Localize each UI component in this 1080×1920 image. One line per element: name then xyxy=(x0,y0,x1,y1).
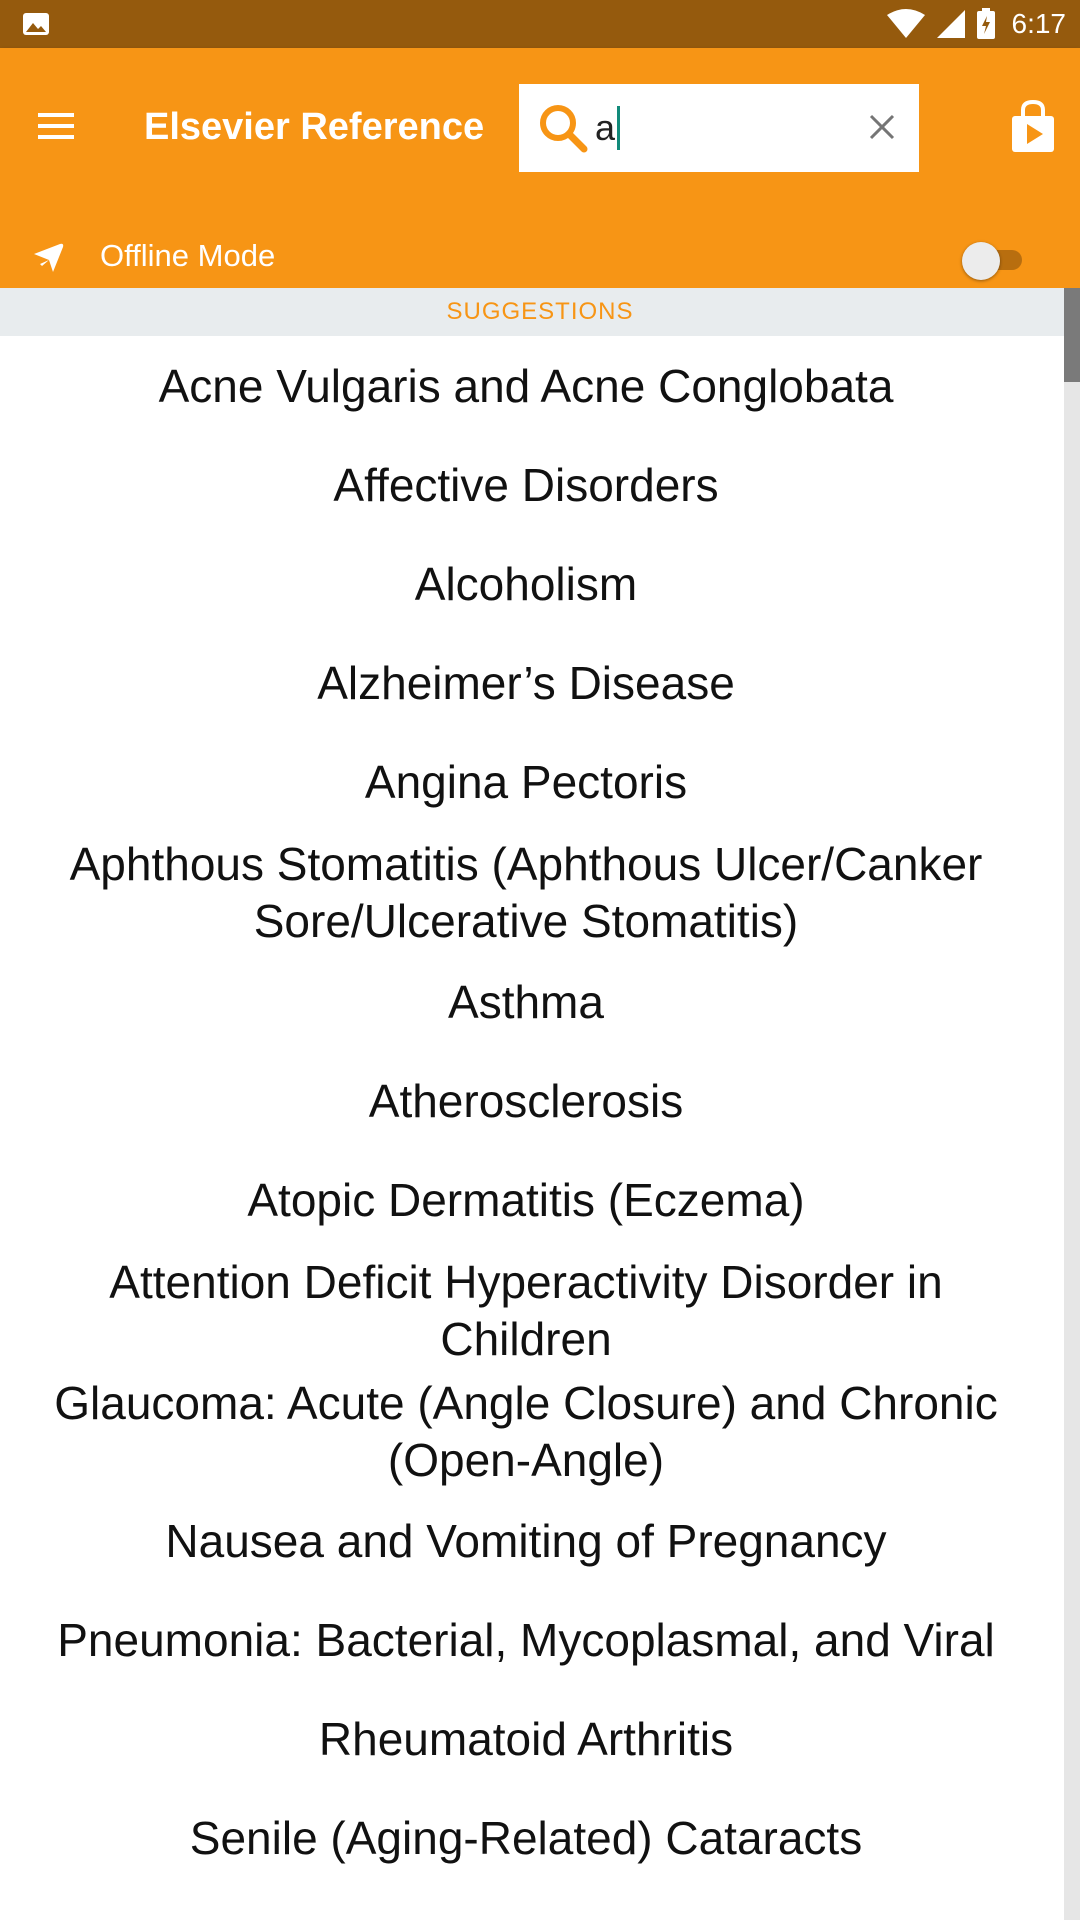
suggestion-item[interactable]: Acne Vulgaris and Acne Conglobata xyxy=(158,360,894,412)
suggestion-item[interactable]: Attention Deficit Hyperactivity Disorder in Children xyxy=(109,1256,943,1365)
toggle-thumb xyxy=(962,242,1000,280)
offline-mode-label: Offline Mode xyxy=(100,238,276,273)
suggestion-item[interactable]: Asthma xyxy=(448,976,604,1028)
suggestion-item[interactable]: Atopic Dermatitis (Eczema) xyxy=(247,1174,805,1226)
scrollbar-thumb[interactable] xyxy=(1064,288,1080,382)
wifi-icon xyxy=(886,9,926,39)
search-field-value[interactable] xyxy=(595,106,620,150)
cell-signal-icon xyxy=(936,9,966,39)
search-query-text: a xyxy=(595,107,616,148)
suggestions-list xyxy=(0,336,1064,1920)
offline-mode-toggle[interactable] xyxy=(962,242,1024,276)
search-icon xyxy=(537,102,589,154)
battery-icon xyxy=(976,8,996,40)
suggestion-item[interactable]: Senile (Aging-Related) Cataracts xyxy=(189,1812,863,1864)
menu-button[interactable] xyxy=(28,98,84,154)
suggestion-item[interactable]: Nausea and Vomiting of Pregnancy xyxy=(165,1515,887,1567)
status-bar xyxy=(0,0,1080,48)
suggestion-item[interactable]: Alzheimer’s Disease xyxy=(317,657,735,709)
gallery-icon xyxy=(22,12,50,36)
hamburger-menu-icon xyxy=(36,111,76,141)
suggestion-item[interactable]: Aphthous Stomatitis (Aphthous Ulcer/Canker Sore/Ulcerative Stomatitis) xyxy=(69,838,983,947)
offline-mode-row xyxy=(0,224,1080,288)
app-bar xyxy=(0,48,1080,288)
airplane-icon xyxy=(32,240,66,274)
store-bag-icon[interactable] xyxy=(1008,100,1058,154)
app-title: Elsevier Reference xyxy=(144,106,485,148)
text-caret xyxy=(617,106,620,150)
suggestions-header: SUGGESTIONS xyxy=(0,288,1080,336)
suggestion-item[interactable]: Atherosclerosis xyxy=(368,1075,684,1127)
suggestion-item[interactable]: Affective Disorders xyxy=(333,459,719,511)
search-input[interactable] xyxy=(519,84,919,172)
status-icons xyxy=(886,0,1067,48)
suggestion-item[interactable]: Glaucoma: Acute (Angle Closure) and Chronic (Open-Angle) xyxy=(54,1377,998,1486)
status-time: 6:17 xyxy=(1011,8,1066,39)
clear-search-icon[interactable] xyxy=(867,112,897,142)
suggestion-item[interactable]: Alcoholism xyxy=(414,558,638,610)
scrollbar[interactable] xyxy=(1064,288,1080,1920)
suggestion-item[interactable]: Rheumatoid Arthritis xyxy=(318,1713,734,1765)
suggestion-item[interactable]: Pneumonia: Bacterial, Mycoplasmal, and Viral xyxy=(57,1614,995,1666)
suggestion-item[interactable]: Angina Pectoris xyxy=(364,756,688,808)
